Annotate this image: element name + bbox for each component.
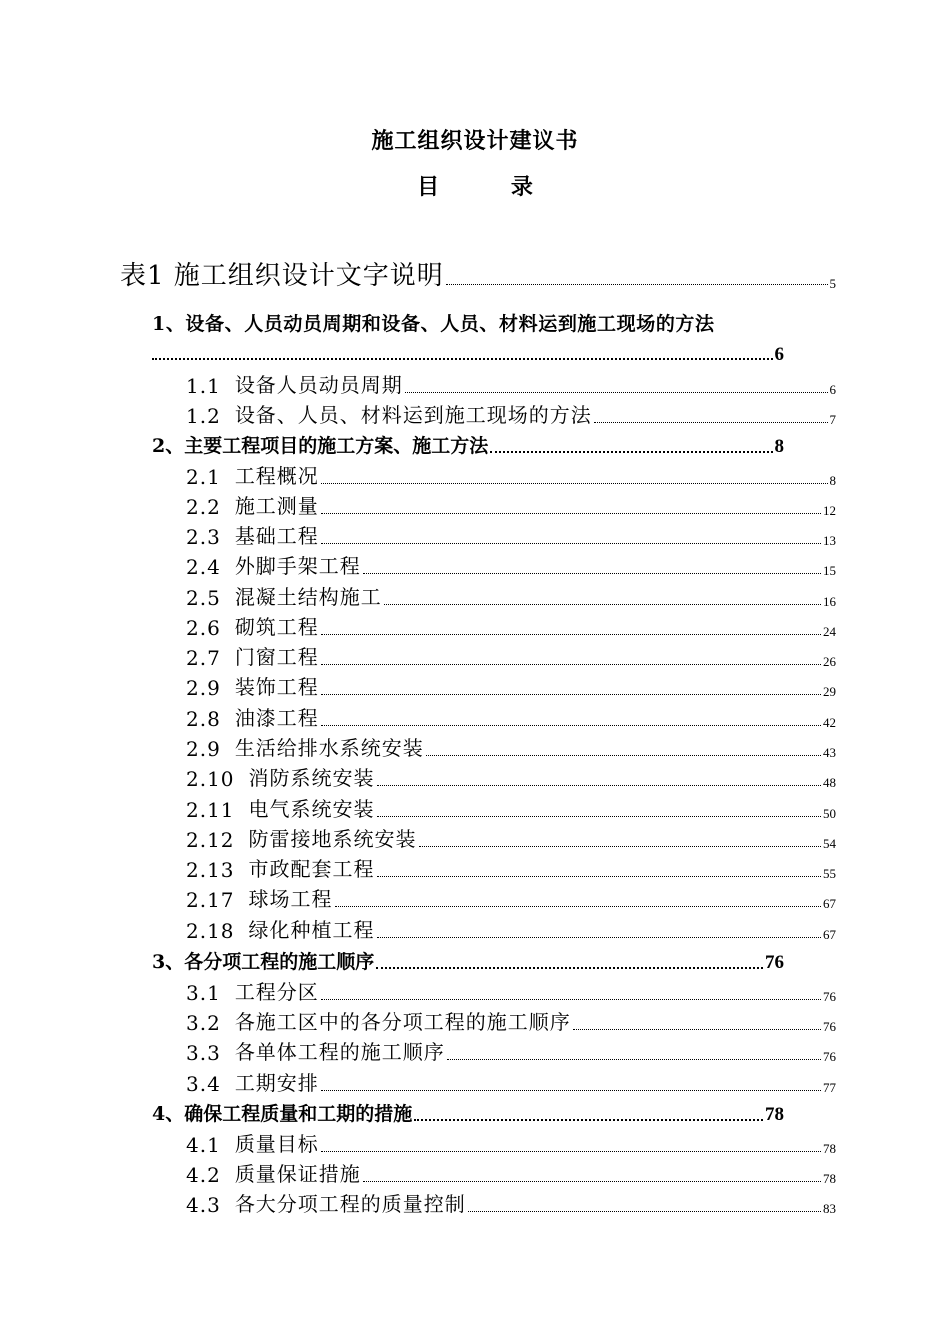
toc-item-label: 质量目标 <box>234 1132 319 1156</box>
dot-leader <box>363 572 821 574</box>
toc-page-number: 48 <box>823 775 836 790</box>
toc-page-number: 24 <box>823 624 836 639</box>
toc-item-number: 2.8 <box>186 707 221 731</box>
dot-leader <box>321 663 821 665</box>
dot-leader <box>447 1058 821 1060</box>
dot-leader <box>490 450 772 453</box>
toc-page-number: 83 <box>823 1201 836 1216</box>
dot-leader <box>321 512 821 514</box>
toc-page-number: 5 <box>829 276 836 291</box>
toc-item-number: 2.18 <box>186 919 235 943</box>
toc-item-2-6[interactable] <box>186 612 836 640</box>
toc-item-label: 生活给排水系统安装 <box>234 736 424 760</box>
dot-leader <box>573 1028 821 1030</box>
toc-page-number: 7 <box>829 412 836 427</box>
toc-page-number: 8 <box>829 473 836 488</box>
toc-item-3-4[interactable] <box>186 1068 836 1096</box>
toc-item-label: 基础工程 <box>234 524 319 548</box>
dot-leader <box>321 1089 821 1091</box>
toc-page-number: 13 <box>823 533 836 548</box>
dot-leader <box>384 603 821 605</box>
toc-item-number: 2.9 <box>186 737 221 761</box>
toc-item-number: 1.2 <box>186 404 221 428</box>
toc-item-label: 门窗工程 <box>234 645 319 669</box>
toc-section-label: 3、各分项工程的施工顺序 <box>152 951 375 973</box>
toc-item-4-1[interactable] <box>186 1129 836 1157</box>
toc-page-number: 15 <box>823 563 836 578</box>
toc-item-number: 2.17 <box>186 888 235 912</box>
toc-item-number: 4.3 <box>186 1193 221 1217</box>
toc-item-label: 油漆工程 <box>234 706 319 730</box>
dot-leader <box>321 724 821 726</box>
toc-page-number: 50 <box>823 806 836 821</box>
toc-item-2-9b[interactable] <box>186 733 836 761</box>
toc-item-2-7[interactable] <box>186 642 836 670</box>
dot-leader <box>419 845 821 847</box>
toc-item-3-2[interactable] <box>186 1007 836 1035</box>
toc-item-label: 工程概况 <box>234 464 319 488</box>
toc-section-1[interactable]: 1、设备、人员动员周期和设备、人员、材料运到施工现场的方法 <box>152 313 715 335</box>
toc-page-number: 6 <box>774 344 784 365</box>
toc-item-3-3[interactable] <box>186 1037 836 1065</box>
toc-item-label: 绿化种植工程 <box>248 918 375 942</box>
dot-leader <box>321 482 828 484</box>
toc-page-number: 76 <box>823 989 836 1004</box>
toc-page-number: 67 <box>823 927 836 942</box>
toc-heading: 目 录 <box>417 174 565 200</box>
toc-item-2-1[interactable] <box>186 461 836 489</box>
toc-entry-table-1[interactable] <box>120 258 836 292</box>
toc-item-number: 2.6 <box>186 616 221 640</box>
toc-item-label: 装饰工程 <box>234 675 319 699</box>
toc-page-number: 26 <box>823 654 836 669</box>
toc-item-number: 2.7 <box>186 646 221 670</box>
toc-page-number: 76 <box>765 952 784 973</box>
toc-item-number: 2.12 <box>186 828 235 852</box>
toc-item-2-10[interactable] <box>186 763 836 791</box>
dot-leader <box>321 542 821 544</box>
dot-leader <box>321 633 821 635</box>
toc-item-label: 质量保证措施 <box>234 1162 361 1186</box>
toc-item-number: 2.1 <box>186 465 221 489</box>
toc-item-number: 2.3 <box>186 525 221 549</box>
toc-page-number: 55 <box>823 866 836 881</box>
toc-item-number: 1.1 <box>186 374 221 398</box>
toc-item-number: 2.10 <box>186 767 235 791</box>
toc-page-number: 6 <box>829 382 836 397</box>
toc-item-4-3[interactable] <box>186 1189 836 1217</box>
toc-item-4-2[interactable] <box>186 1159 836 1187</box>
toc-page-number: 78 <box>823 1171 836 1186</box>
dot-leader <box>405 391 828 393</box>
toc-item-2-4[interactable] <box>186 551 836 579</box>
page-title: 施工组织设计建议书 <box>371 128 579 154</box>
toc-item-number: 3.4 <box>186 1072 221 1096</box>
toc-item-number: 2.13 <box>186 858 235 882</box>
toc-section-1-leader <box>152 338 784 366</box>
toc-item-number: 4.2 <box>186 1163 221 1187</box>
toc-item-label: 工期安排 <box>234 1071 319 1095</box>
toc-item-label: 电气系统安装 <box>248 797 375 821</box>
toc-page-number: 8 <box>774 436 784 457</box>
toc-page-number: 43 <box>823 745 836 760</box>
toc-item-2-8[interactable] <box>186 703 836 731</box>
toc-item-label: 工程分区 <box>234 980 319 1004</box>
dot-leader <box>446 283 828 285</box>
dot-leader <box>468 1210 821 1212</box>
toc-item-2-9a[interactable] <box>186 672 836 700</box>
toc-item-label: 消防系统安装 <box>248 766 375 790</box>
dot-leader <box>376 966 763 969</box>
toc-item-label: 施工测量 <box>234 494 319 518</box>
dot-leader <box>321 1150 821 1152</box>
toc-item-2-18[interactable] <box>186 915 836 943</box>
toc-item-label: 砌筑工程 <box>234 615 319 639</box>
dot-leader <box>377 936 821 938</box>
toc-item-label: 各单体工程的施工顺序 <box>234 1040 445 1064</box>
toc-item-2-3[interactable] <box>186 521 836 549</box>
toc-item-label: 混凝土结构施工 <box>234 585 382 609</box>
toc-entry-label: 表1 施工组织设计文字说明 <box>120 261 444 291</box>
toc-item-2-13[interactable] <box>186 854 836 882</box>
dot-leader <box>321 693 821 695</box>
toc-item-number: 3.3 <box>186 1041 221 1065</box>
toc-page-number: 54 <box>823 836 836 851</box>
toc-page-number: 78 <box>765 1104 784 1125</box>
dot-leader <box>363 1180 821 1182</box>
dot-leader <box>152 357 773 360</box>
toc-page-number: 76 <box>823 1019 836 1034</box>
toc-item-1-2[interactable] <box>186 400 836 428</box>
toc-item-number: 2.5 <box>186 586 221 610</box>
toc-item-label: 市政配套工程 <box>248 857 375 881</box>
toc-item-label: 球场工程 <box>248 887 333 911</box>
dot-leader <box>594 421 828 423</box>
toc-item-label: 各大分项工程的质量控制 <box>234 1192 466 1216</box>
dot-leader <box>414 1118 763 1121</box>
dot-leader <box>321 998 821 1000</box>
toc-section-3[interactable] <box>152 946 784 974</box>
toc-section-label: 4、确保工程质量和工期的措施 <box>152 1103 413 1125</box>
toc-item-2-12[interactable] <box>186 824 836 852</box>
dot-leader <box>377 875 821 877</box>
toc-item-2-17[interactable] <box>186 884 836 912</box>
toc-page-number: 67 <box>823 896 836 911</box>
toc-item-number: 2.4 <box>186 555 221 579</box>
toc-page-number: 12 <box>823 503 836 518</box>
toc-item-number: 3.2 <box>186 1011 221 1035</box>
toc-item-3-1[interactable] <box>186 977 836 1005</box>
toc-item-1-1[interactable] <box>186 370 836 398</box>
toc-item-number: 3.1 <box>186 981 221 1005</box>
toc-item-number: 4.1 <box>186 1133 221 1157</box>
toc-page-number: 77 <box>823 1080 836 1095</box>
dot-leader <box>335 905 821 907</box>
toc-item-2-2[interactable] <box>186 491 836 519</box>
toc-page-number: 76 <box>823 1049 836 1064</box>
dot-leader <box>377 784 821 786</box>
toc-item-label: 各施工区中的各分项工程的施工顺序 <box>234 1010 571 1034</box>
toc-item-label: 外脚手架工程 <box>234 554 361 578</box>
toc-item-label: 设备人员动员周期 <box>234 373 403 397</box>
toc-item-label: 设备、人员、材料运到施工现场的方法 <box>234 403 592 427</box>
toc-page-number: 78 <box>823 1141 836 1156</box>
dot-leader <box>377 815 821 817</box>
toc-section-4[interactable] <box>152 1098 784 1126</box>
toc-item-number: 2.9 <box>186 676 221 700</box>
toc-item-label: 防雷接地系统安装 <box>248 827 417 851</box>
toc-item-number: 2.11 <box>186 798 235 822</box>
toc-section-label: 2、主要工程项目的施工方案、施工方法 <box>152 435 489 457</box>
toc-item-2-5[interactable] <box>186 582 836 610</box>
toc-item-2-11[interactable] <box>186 794 836 822</box>
dot-leader <box>426 754 821 756</box>
toc-page-number: 42 <box>823 715 836 730</box>
toc-page-number: 29 <box>823 684 836 699</box>
toc-item-number: 2.2 <box>186 495 221 519</box>
toc-section-2[interactable] <box>152 430 784 458</box>
toc-page-number: 16 <box>823 594 836 609</box>
